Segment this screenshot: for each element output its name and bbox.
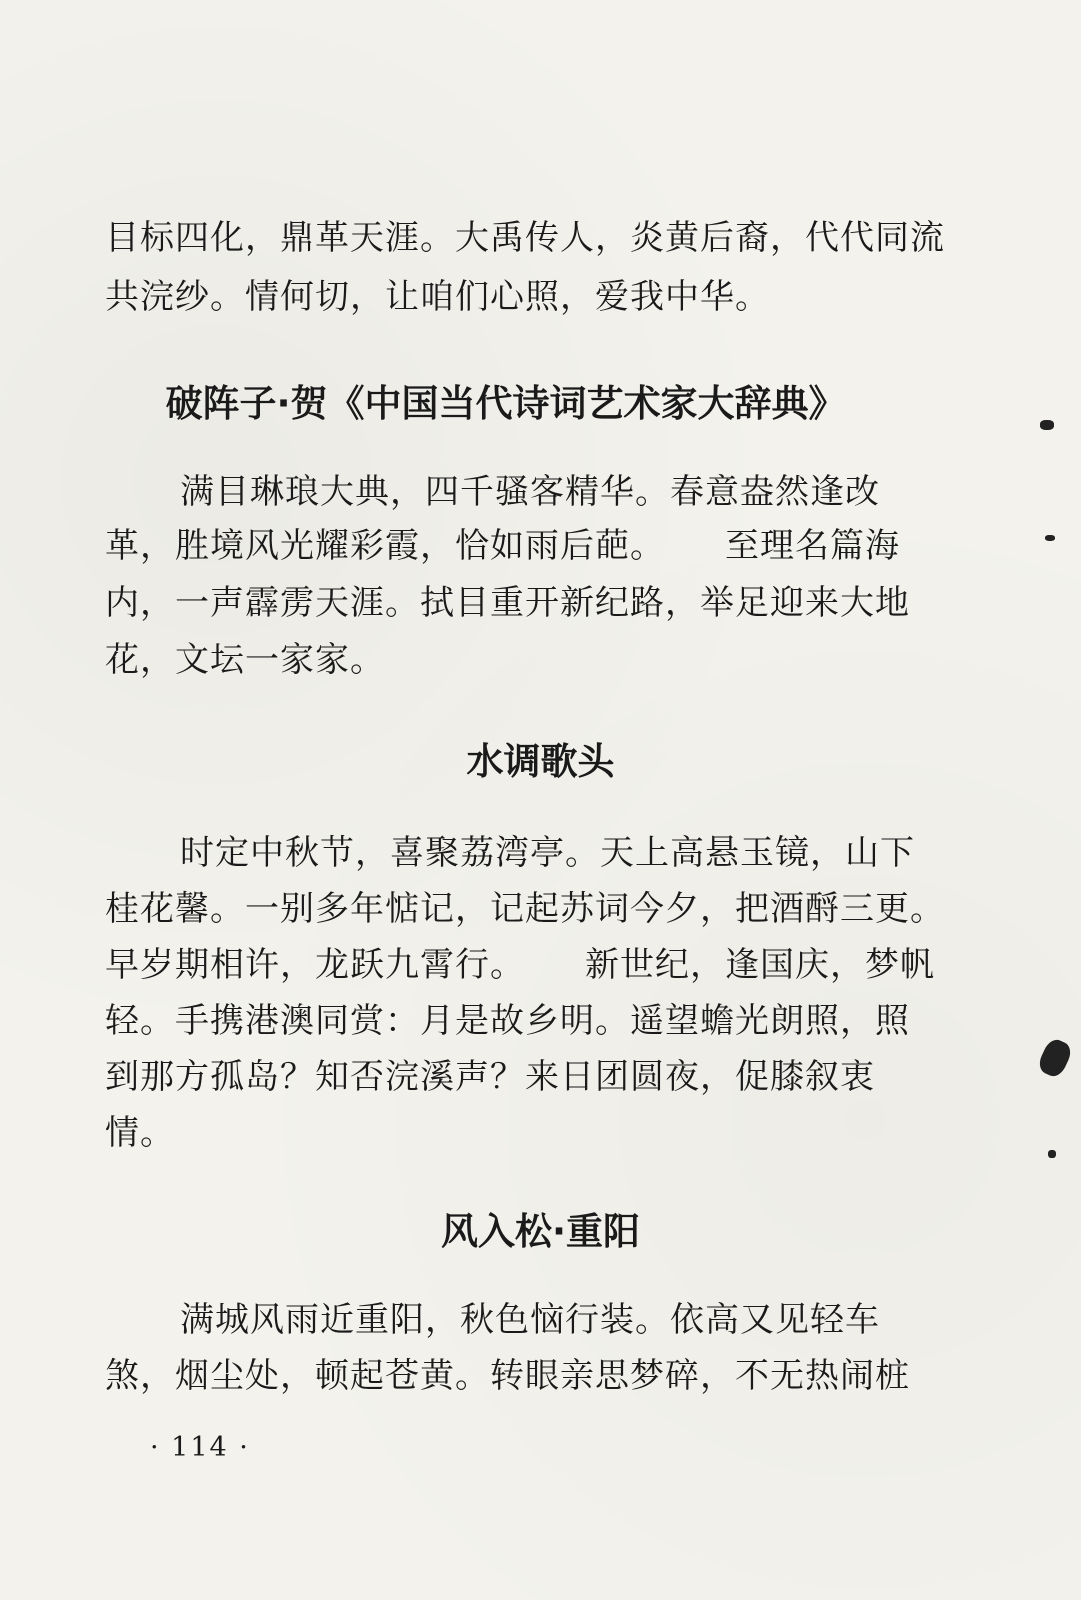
text-line: 情。 (105, 1113, 175, 1153)
text-line: 花，文坛一家家。 (105, 640, 385, 680)
text-line: 到那方孤岛？知否浣溪声？来日团圆夜，促膝叙衷 (105, 1057, 875, 1097)
text-line (105, 526, 925, 566)
text-line: 满目琳琅大典，四千骚客精华。春意盎然逢改 (180, 472, 880, 512)
text-segment: 早岁期相许，龙跃九霄行。 (105, 945, 525, 985)
poem-title: 风入松·重阳 (440, 1210, 641, 1253)
scan-speck (1040, 420, 1054, 430)
text-line: 煞，烟尘处，顿起苍黄。转眼亲思梦碎，不无热闹桩 (105, 1356, 910, 1396)
scan-speck (1045, 535, 1055, 541)
scan-speck (1036, 1036, 1075, 1080)
text-line: 轻。手携港澳同赏：月是故乡明。遥望蟾光朗照，照 (105, 1001, 910, 1041)
poem-title: 破阵子·贺《中国当代诗词艺术家大辞典》 (165, 382, 846, 425)
text-line: 内，一声霹雳天涯。拭目重开新纪路，举足迎来大地 (105, 583, 910, 623)
text-line: 满城风雨近重阳，秋色恼行装。依高又见轻车 (180, 1300, 880, 1340)
text-segment: 至理名篇海 (725, 526, 900, 566)
text-segment: 新世纪，逢国庆，梦帆 (585, 945, 935, 985)
text-line: 共浣纱。情何切，让咱们心照，爱我中华。 (105, 277, 770, 317)
text-line: 目标四化，鼎革天涯。大禹传人，炎黄后裔，代代同流 (105, 218, 945, 258)
text-line: 时定中秋节，喜聚荔湾亭。天上高悬玉镜，山下 (180, 833, 915, 873)
text-segment: 革，胜境风光耀彩霞，恰如雨后葩。 (105, 526, 665, 566)
poem-title: 水调歌头 (466, 740, 615, 783)
scan-speck (1048, 1150, 1056, 1158)
text-line: 桂花馨。一别多年惦记，记起苏词今夕，把酒酹三更。 (105, 889, 945, 929)
text-line (105, 945, 935, 985)
page-number: · 114 · (150, 1432, 250, 1463)
